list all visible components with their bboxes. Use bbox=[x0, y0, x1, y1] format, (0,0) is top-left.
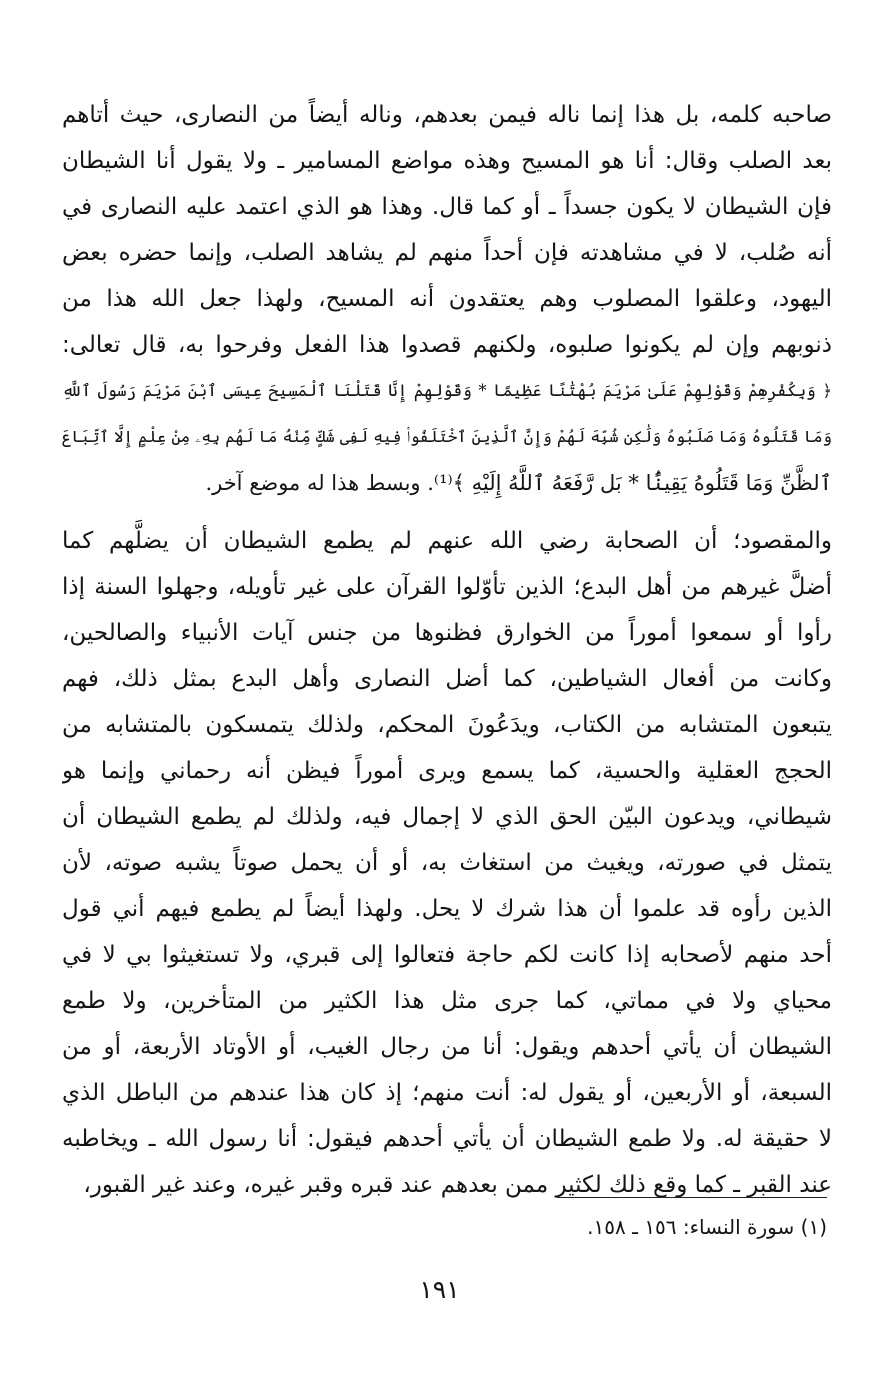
footnote-divider bbox=[557, 1197, 827, 1198]
text-line: عند القبر ـ كما وقع ذلك لكثير ممن بعدهم عند قبره وقبر غيره، وعند غير القبور، bbox=[83, 1172, 832, 1198]
quran-verse-line: ٱلظَّنِّ وَمَا قَتَلُوهُ يَقِينًۢا * بَل رَّفَعَهُ ٱللَّهُ إِلَيْهِ ﴾⁽¹⁾. وبسط هذا له موضع آخر. bbox=[205, 471, 832, 495]
text-line: أحد منهم لأصحابه إذا كانت لكم حاجة فتعالوا إلى قبري، ولا تستغيثوا بي لا في bbox=[62, 942, 832, 968]
footnote-text: سورة النساء: ١٥٦ ـ ١٥٨. bbox=[587, 1215, 795, 1239]
text-line: اليهود، وعلقوا المصلوب وهم يعتقدون أنه المسيح، ولهذا جعل الله هذا من bbox=[62, 286, 832, 312]
text-line: الحجج العقلية والحسية، كما يسمع ويرى أموراً فيظن أنه رحماني وإنما هو bbox=[62, 758, 832, 784]
text-line: الذين رأوه قد علموا أن هذا شرك لا يحل. ولهذا أيضاً لم يطمع فيهم أني قول bbox=[62, 896, 832, 922]
text-line: فإن الشيطان لا يكون جسداً ـ أو كما قال. وهذا هو الذي اعتمد عليه النصارى في bbox=[62, 194, 832, 220]
text-line: السبعة، أو الأربعين، أو يقول له: أنت منهم؛ إذ كان هذا عندهم من الباطل الذي bbox=[62, 1080, 832, 1106]
footnote bbox=[327, 1212, 827, 1242]
text-line: وكانت من أفعال الشياطين، كما أضل النصارى وأهل البدع بمثل ذلك، فهم bbox=[62, 666, 832, 692]
quran-verse-line: وَمَا قَتَلُوهُ وَمَا صَلَبُوهُ وَلَٰكِن شُبِّهَ لَهُمْ وَإِنَّ ٱلَّذِينَ ٱخْتَلَفُوا۟ فِيهِ لَفِى شَكٍّ مِّنْهُ مَا لَهُم بِهِۦ مِنْ عِلْمٍ إِلَّا ٱتِّبَاعَ bbox=[62, 427, 832, 446]
text-line: أنه صُلب، لا في مشاهدته فإن أحداً منهم لم يشاهد الصلب، وإنما حضره بعض bbox=[62, 240, 832, 266]
page-number: ١٩١ bbox=[419, 1275, 460, 1304]
paragraph-2 bbox=[62, 518, 832, 1208]
text-line: والمقصود؛ أن الصحابة رضي الله عنهم لم يطمع الشيطان أن يضلَّهم كما bbox=[62, 528, 832, 554]
footnote-marker: (١) bbox=[800, 1215, 827, 1239]
text-line: يتبعون المتشابه من الكتاب، ويدَعُونَ المحكم، ولذلك يتمسكون بالمتشابه من bbox=[62, 712, 832, 738]
quran-verse-line: ﴿ وَبِكُفْرِهِمْ وَقَوْلِهِمْ عَلَىٰ مَرْيَمَ بُهْتَٰنًا عَظِيمًا * وَقَوْلِهِمْ إِنَّا قَتَلْنَا ٱلْمَسِيحَ عِيسَى ٱبْنَ مَرْيَمَ رَسُولَ ٱللَّهِ bbox=[62, 381, 832, 400]
text-line: شيطاني، ويدعون البيّن الحق الذي لا إجمال فيه، ولذلك لم يطمع الشيطان أن bbox=[62, 804, 832, 830]
text-line: بعد الصلب وقال: أنا هو المسيح وهذه مواضع المسامير ـ ولا يقول أنا الشيطان bbox=[62, 148, 832, 174]
text-line: صاحبه كلمه، بل هذا إنما ناله فيمن بعدهم، وناله أيضاً من النصارى، حيث أتاهم bbox=[62, 102, 832, 128]
text-line: محياي ولا في مماتي، كما جرى مثل هذا الكثير من المتأخرين، ولا طمع bbox=[62, 988, 832, 1014]
text-line: الشيطان أن يأتي أحدهم ويقول: أنا من رجال الغيب، أو الأوتاد الأربعة، أو من bbox=[62, 1034, 832, 1060]
text-line: رأوا أو سمعوا أموراً من الخوارق فظنوها من جنس آيات الأنبياء والصالحين، bbox=[62, 620, 832, 646]
text-line: ذنوبهم وإن لم يكونوا صلبوه، ولكنهم قصدوا هذا الفعل وفرحوا به، قال تعالى: bbox=[62, 332, 832, 358]
text-line: أضلَّ غيرهم من أهل البدع؛ الذين تأوّلوا القرآن على غير تأويله، وجهلوا السنة إذا bbox=[62, 574, 832, 600]
paragraph-1 bbox=[62, 92, 832, 506]
text-line: يتمثل في صورته، ويغيث من استغاث به، أو أن يحمل صوتاً يشبه صوته، لأن bbox=[62, 850, 832, 876]
text-line: لا حقيقة له. ولا طمع الشيطان أن يأتي أحدهم فيقول: أنا رسول الله ـ ويخاطبه bbox=[62, 1126, 832, 1152]
